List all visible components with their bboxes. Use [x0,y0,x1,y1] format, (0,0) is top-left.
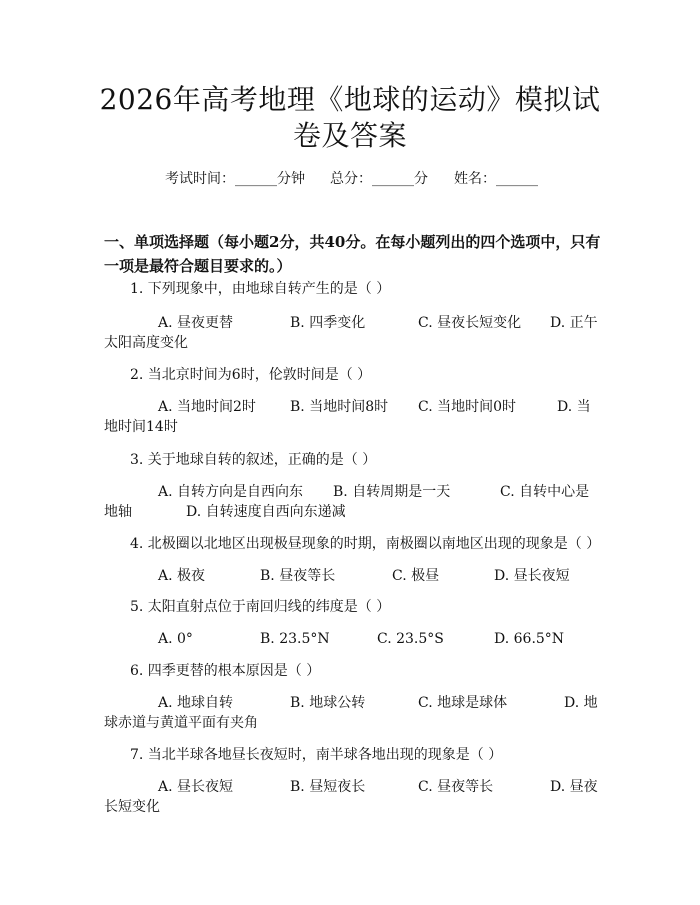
question-5-option-c: C. 23.5°S [377,631,444,647]
question-2-option-a: A. 当地时间2时 [158,399,256,415]
question-4-stem: 4. 北极圈以北地区出现极昼现象的时期，南极圈以南地区出现的现象是（ ） [130,536,601,552]
question-3-option-b: B. 自转周期是一天 [333,484,451,500]
question-4-option-c: C. 极昼 [392,568,440,584]
question-5-option-a: A. 0° [158,631,193,647]
question-1-option-b: B. 四季变化 [290,315,366,331]
question-6-option-b: B. 地球公转 [290,695,366,711]
question-2-option-c: C. 当地时间0时 [418,399,517,415]
question-3-option-c: C. 自转中心是 [500,484,590,500]
question-1-option-a: A. 昼夜更替 [158,315,234,331]
question-6-option-d: D. 地 [564,695,598,711]
question-6-stem: 6. 四季更替的根本原因是（ ） [130,663,321,679]
question-4-option-d: D. 昼长夜短 [494,568,570,584]
question-6-option-a: A. 地球自转 [158,695,234,711]
question-2-stem: 2. 当北京时间为6时，伦敦时间是（ ） [130,367,372,383]
exam-time-field: 考试时间：______分钟 [165,171,305,187]
question-5-option-b: B. 23.5°N [260,631,330,647]
question-3-option-a: A. 自转方向是自西向东 [158,484,304,500]
question-6-option-d-cont: 球赤道与黄道平面有夹角 [104,715,258,731]
question-6-option-c: C. 地球是球体 [418,695,508,711]
total-score-field: 总分：______分 [330,171,428,187]
question-2-option-d: D. 当 [557,399,591,415]
question-1-option-c: C. 昼夜长短变化 [418,315,522,331]
question-7-option-c: C. 昼夜等长 [418,779,494,795]
question-4-option-b: B. 昼夜等长 [260,568,336,584]
question-5-option-d: D. 66.5°N [494,631,565,647]
question-7-option-b: B. 昼短夜长 [290,779,366,795]
question-7-stem: 7. 当北半球各地昼长夜短时，南半球各地出现的现象是（ ） [130,747,503,763]
page-title: 2026年高考地理《地球的运动》模拟试卷及答案 [99,83,601,152]
question-5-stem: 5. 太阳直射点位于南回归线的纬度是（ ） [130,599,391,615]
question-2-option-d-cont: 地时间14时 [104,419,178,435]
question-1-option-d-cont: 太阳高度变化 [104,335,188,351]
question-1-option-d: D. 正午 [550,315,598,331]
question-3-stem: 3. 关于地球自转的叙述，正确的是（ ） [130,452,377,468]
question-3-option-c-cont: 地轴 [104,504,132,520]
question-7-option-d-cont: 长短变化 [104,799,160,815]
section-heading: 一、单项选择题（每小题2分，共40分。在每小题列出的四个选项中，只有一项是最符合题目要求的。） [104,233,601,275]
student-name-field: 姓名：______ [454,171,538,187]
question-4-option-a: A. 极夜 [158,568,206,584]
question-7-option-a: A. 昼长夜短 [158,779,234,795]
question-7-option-d: D. 昼夜 [550,779,598,795]
question-3-option-d: D. 自转速度自西向东递减 [186,504,346,520]
question-1-stem: 1. 下列现象中，由地球自转产生的是（ ） [130,281,391,297]
question-2-option-b: B. 当地时间8时 [290,399,389,415]
